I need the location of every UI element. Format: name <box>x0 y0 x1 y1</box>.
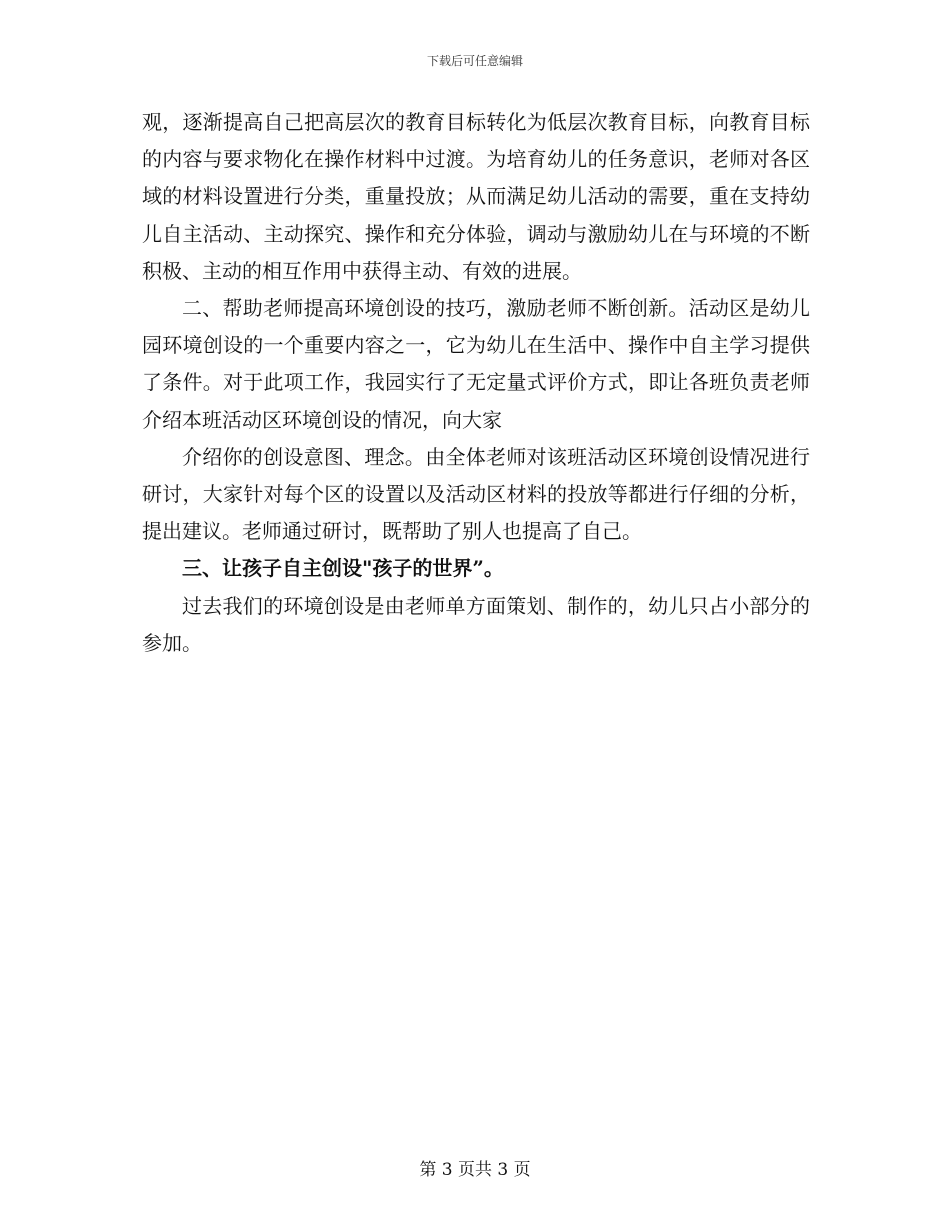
page-header: 下载后可任意编辑 <box>426 54 523 68</box>
paragraph-continuation: 观，逐渐提高自己把高层次的教育目标转化为低层次教育目标，向教育目标的内容与要求物化在操作材料中过渡。为培育幼儿的任务意识，老师对各区域的材料设置进行分类，重量投放；从而满足幼儿活动的需要，重在支持幼儿自主活动、主动探究、操作和充分体验，调动与激励幼儿在与环境的不断积极、主动的相互作用中获得主动、有效的进展。 <box>142 110 810 283</box>
paragraph-section-two: 二、帮助老师提高环境创设的技巧，激励老师不断创新。活动区是幼儿园环境创设的一个重要内容之一，它为幼儿在生活中、操作中自主学习提供了条件。对于此项工作，我园实行了无定量式评价方式，即让各班负责老师介绍本班活动区环境创设的情况，向大家 <box>142 296 810 432</box>
paragraph-section-two-continued: 介绍你的创设意图、理念。由全体老师对该班活动区环境创设情况进行研讨，大家针对每个区的设置以及活动区材料的投放等都进行仔细的分析，提出建议。老师通过研讨，既帮助了别人也提高了自己。 <box>142 444 810 544</box>
page-number-footer: 第 3 页共 3 页 <box>419 1160 531 1180</box>
paragraph-section-three: 过去我们的环境创设是由老师单方面策划、制作的，幼儿只占小部分的参加。 <box>142 593 810 655</box>
document-body <box>142 104 810 662</box>
section-three-heading: 三、让孩子自主创设"孩子的世界”。 <box>182 556 504 581</box>
